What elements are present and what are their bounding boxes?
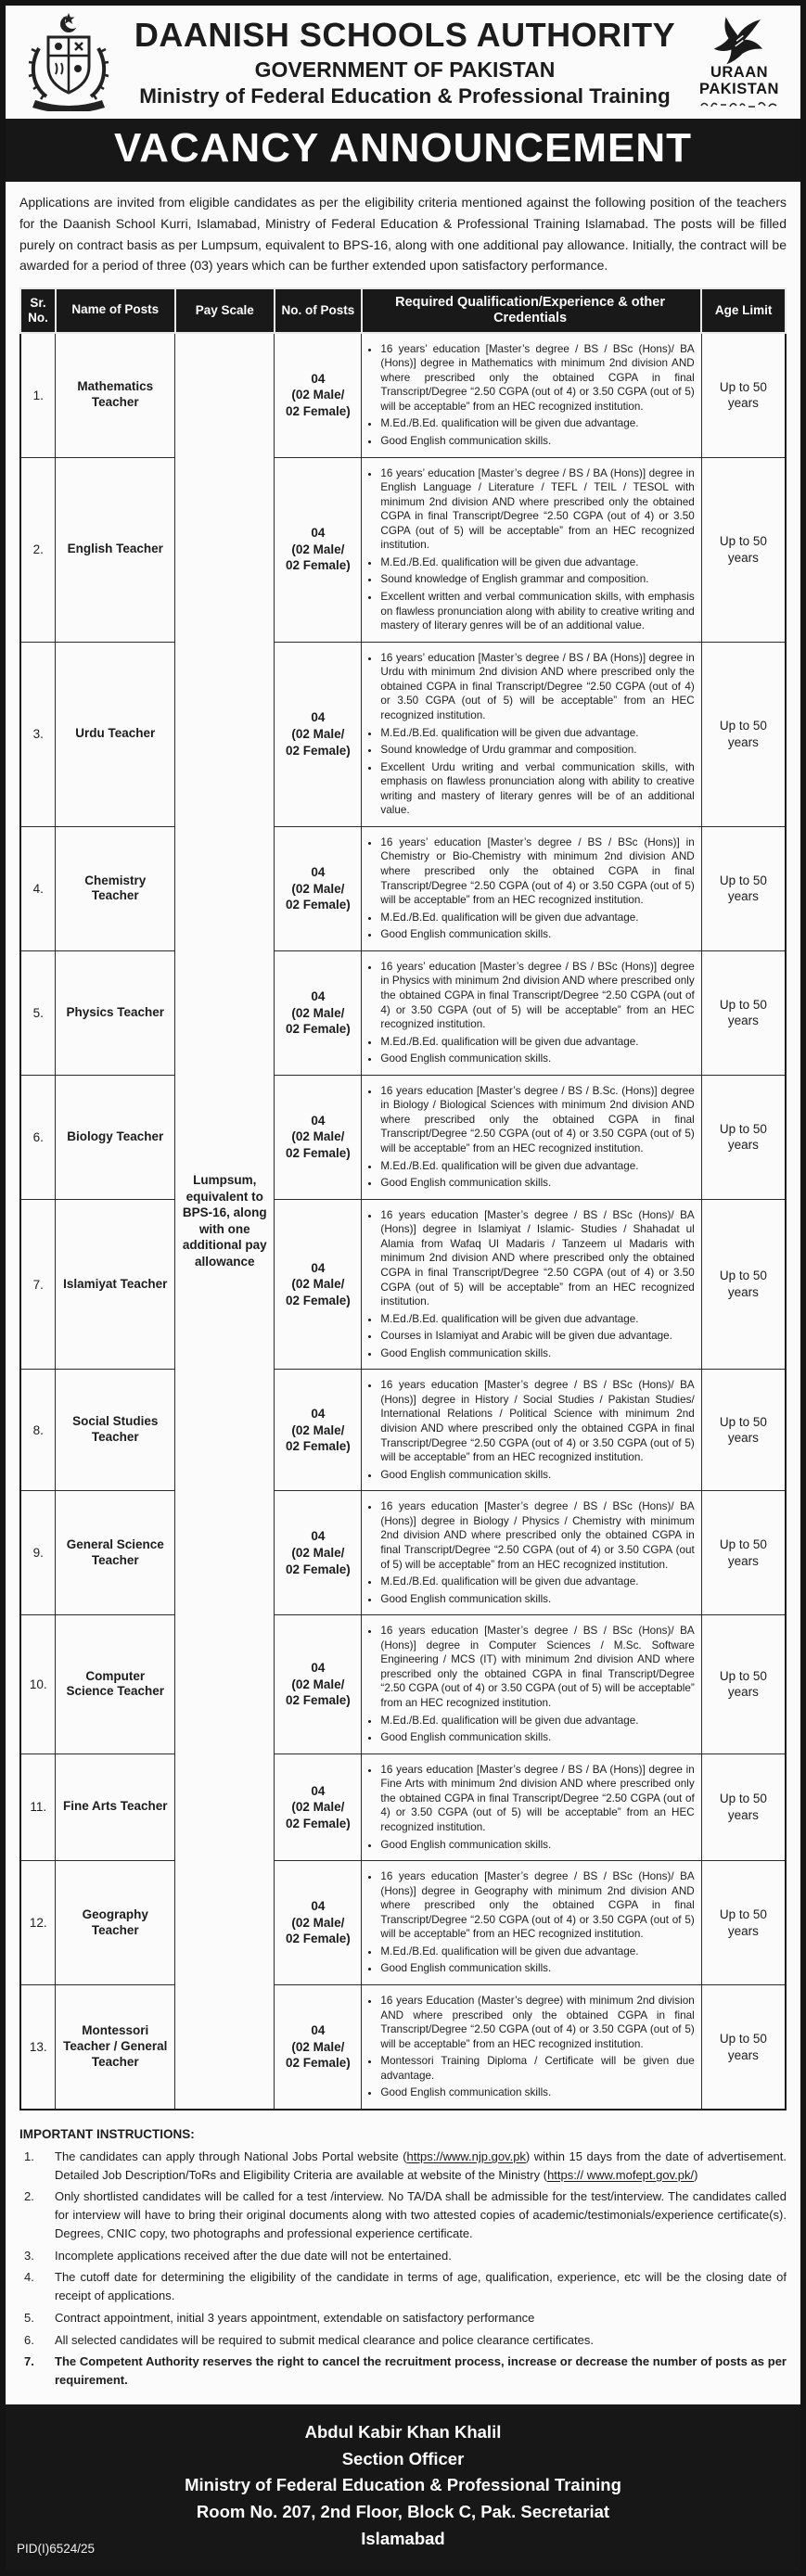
qualification-item: • Good English communication skills. xyxy=(380,1730,694,1745)
cell-no-of-posts xyxy=(275,1491,362,1615)
qualification-list xyxy=(365,651,694,818)
footer-contact-block xyxy=(6,2419,800,2552)
posts-line: 04 xyxy=(311,1406,326,1421)
footer-line: Ministry of Federal Education & Professional Training xyxy=(185,2475,621,2495)
posts-line: 02 Female) xyxy=(286,743,351,758)
posts-line: (02 Male/ xyxy=(291,542,345,556)
instruction-text: The Competent Authority reserves the right to cancel the recruitment process, increase or decrease the number of posts as per requirement. xyxy=(55,2354,787,2388)
instruction-item xyxy=(19,2148,787,2185)
table-row xyxy=(20,1861,786,1985)
cell-qualifications xyxy=(362,1615,701,1754)
instructions-heading: IMPORTANT INSTRUCTIONS: xyxy=(19,2126,195,2141)
cell-sr-no: 3. xyxy=(20,642,56,826)
pid-number: PID(I)6524/25 xyxy=(17,2542,96,2557)
posts-line: 04 xyxy=(311,1661,326,1676)
qualification-item: • Good English communication skills. xyxy=(380,1052,694,1066)
qualification-item: • Excellent Urdu writing and verbal communication skills, with emphasis on flawless pronunciation along with ability to creative writing and mastery of literary genres will be of an additional value. xyxy=(380,760,694,818)
instructions-list xyxy=(19,2148,787,2390)
cell-post-name: English Teacher xyxy=(56,457,175,642)
qualification-list xyxy=(365,1378,694,1482)
cell-sr-no: 4. xyxy=(20,826,56,950)
posts-line: 02 Female) xyxy=(286,1439,351,1454)
instruction-item xyxy=(19,2187,787,2242)
qualification-list xyxy=(365,1763,694,1852)
footer xyxy=(6,2404,800,2570)
cell-no-of-posts xyxy=(275,1753,362,1860)
table-row xyxy=(20,1199,786,1370)
posts-line: 04 xyxy=(311,988,326,1003)
cell-no-of-posts xyxy=(275,826,362,950)
qualification-item: • 16 years Education (Master’s degree) with minimum 2nd division AND where prescribed only the obtained CGPA in final Transcript/Degree “2.50 CGPA (out of 4) or 3.50 CGPA (out of 5) will be acceptable” from an HEC recognized institution. xyxy=(380,1994,694,2051)
qualification-list xyxy=(365,1499,694,1606)
cell-no-of-posts xyxy=(275,457,362,642)
qualification-item: • M.Ed./B.Ed. qualification will be given due advantage. xyxy=(380,1945,694,1959)
table-row xyxy=(20,1075,786,1199)
table-row xyxy=(20,1370,786,1491)
instruction-item xyxy=(19,2247,787,2265)
cell-post-name: Computer Science Teacher xyxy=(56,1615,175,1754)
header-name-of-posts: Name of Posts xyxy=(56,288,175,332)
cell-sr-no: 1. xyxy=(20,333,56,457)
cell-age-limit: Up to 50 years xyxy=(701,1370,786,1491)
uraan-pakistan-logo xyxy=(687,13,791,110)
cell-qualifications xyxy=(362,950,701,1075)
qualification-list xyxy=(365,342,694,449)
instruction-text: Incomplete applications received after the due date will not be entertained. xyxy=(55,2248,452,2263)
masthead-titles xyxy=(128,14,682,108)
qualification-list xyxy=(365,835,694,942)
cell-no-of-posts xyxy=(275,1075,362,1199)
cell-sr-no: 6. xyxy=(20,1075,56,1199)
header-age-limit: Age Limit xyxy=(701,288,786,332)
cell-sr-no: 13. xyxy=(20,1985,56,2110)
cell-qualifications xyxy=(362,1199,701,1370)
qualification-list xyxy=(365,1624,694,1745)
instruction-text: All selected candidates will be required to submit medical clearance and police clearance certificates. xyxy=(55,2332,594,2347)
vacancy-table-body xyxy=(20,333,786,2110)
cell-age-limit: Up to 50 years xyxy=(701,333,786,457)
cell-qualifications xyxy=(362,1861,701,1985)
cell-age-limit: Up to 50 years xyxy=(701,950,786,1075)
cell-age-limit: Up to 50 years xyxy=(701,1985,786,2110)
cell-sr-no: 10. xyxy=(20,1615,56,1754)
qualification-list xyxy=(365,960,694,1066)
qualification-item: • 16 years education [Master’s degree / BS / BA (Hons)] degree in Fine Arts with minimum 2nd division AND where prescribed only the obtained CGPA in final Transcript/Degree “2.50 CGPA (out of 4) or 3.50 CGPA (out of 5) will be acceptable” from an HEC recognized institution. xyxy=(380,1763,694,1835)
posts-line: (02 Male/ xyxy=(291,388,345,402)
posts-line: 02 Female) xyxy=(286,1293,351,1307)
instruction-number: 1. xyxy=(24,2149,34,2163)
qualification-item: • M.Ed./B.Ed. qualification will be given due advantage. xyxy=(380,416,694,431)
qualification-item: • M.Ed./B.Ed. qualification will be given due advantage. xyxy=(380,911,694,925)
qualification-item: • Good English communication skills. xyxy=(380,1838,694,1853)
qualification-item: • 16 years education [Master’s degree / BS / B.Sc. (Hons)] degree in Biology / Biological Sciences with minimum 2nd division AND where prescribed only the obtained CGPA in final Transcript/Degree “2.50 CGPA (out of 4) or 3.50 CGPA (out of 5) will be acceptable” from an HEC recognized institution. xyxy=(380,1084,694,1156)
instruction-text: The candidates can apply through National Jobs Portal website (https://www.njp.gov.pk) within 15 days from the date of advertisement. Detailed Job Description/ToRs and Eligibility Criteria are available at website of the Ministry (https:// www.mofept.gov.pk/) xyxy=(55,2149,787,2182)
posts-line: 02 Female) xyxy=(286,1562,351,1576)
vacancy-table-header xyxy=(20,288,786,332)
qualification-item: • M.Ed./B.Ed. qualification will be given due advantage. xyxy=(380,1035,694,1050)
posts-line: 02 Female) xyxy=(286,1146,351,1161)
qualification-item: • Sound knowledge of Urdu grammar and composition. xyxy=(380,743,694,758)
qualification-item: • Good English communication skills. xyxy=(380,1468,694,1483)
qualification-item: • 16 years education [Master’s degree / BS / BSc (Hons)/ BA (Hons)] degree in Islamiyat / Islamic- Studies / Shahadat ul Alamia from Wafaq Ul Madaris / Tanzeem ul Madaris with minimum 2nd division AND where prescribed only the obtained CGPA in final Transcript/Degree “2.50 CGPA (out of 4) or 3.50 CGPA (out of 5) will be acceptable” from an HEC recognized institution. xyxy=(380,1208,694,1309)
posts-line: (02 Male/ xyxy=(291,1800,345,1815)
table-row xyxy=(20,457,786,642)
posts-line: 04 xyxy=(311,1529,326,1544)
table-row xyxy=(20,1753,786,1860)
instruction-number: 2. xyxy=(24,2189,34,2204)
qualification-item: • Good English communication skills. xyxy=(380,927,694,942)
qualification-item: • Good English communication skills. xyxy=(380,1176,694,1191)
posts-line: (02 Male/ xyxy=(291,1545,345,1560)
cell-age-limit: Up to 50 years xyxy=(701,457,786,642)
qualification-item: • 16 years education [Master’s degree / BS / BSc (Hons)/ BA (Hons)] degree in Biology / Physics / Chemistry with minimum 2nd division AND where prescribed only the obtained CGPA in final Transcript/Degree “2.50 CGPA (out of 4) or 3.50 CGPA (out of 5) will be acceptable” from an HEC recognized institution. xyxy=(380,1499,694,1572)
cell-qualifications xyxy=(362,1985,701,2110)
cell-qualifications xyxy=(362,642,701,826)
cell-post-name: Islamiyat Teacher xyxy=(56,1199,175,1370)
star-and-crescent-emblem-icon xyxy=(22,11,115,111)
cell-sr-no: 7. xyxy=(20,1199,56,1370)
instruction-number: 6. xyxy=(24,2332,34,2347)
qualification-list xyxy=(365,1994,694,2100)
cell-qualifications xyxy=(362,1753,701,1860)
posts-line: (02 Male/ xyxy=(291,1422,345,1437)
instruction-number: 5. xyxy=(24,2310,34,2325)
cell-post-name: Urdu Teacher xyxy=(56,642,175,826)
posts-line: (02 Male/ xyxy=(291,881,345,896)
cell-age-limit: Up to 50 years xyxy=(701,1199,786,1370)
cell-post-name: Social Studies Teacher xyxy=(56,1370,175,1491)
instruction-item xyxy=(19,2268,787,2305)
qualification-item: • M.Ed./B.Ed. qualification will be given due advantage. xyxy=(380,555,694,570)
qualification-list xyxy=(365,1869,694,1976)
cell-qualifications xyxy=(362,1370,701,1491)
instruction-number: 3. xyxy=(24,2248,34,2263)
posts-line: 04 xyxy=(311,1783,326,1798)
uraan-urdu-tagline xyxy=(698,100,780,109)
cell-no-of-posts xyxy=(275,1615,362,1754)
instruction-item xyxy=(19,2309,787,2327)
posts-line: 04 xyxy=(311,526,326,541)
qualification-item: • 16 years education [Master’s degree / BS / BSc (Hons)/ BA (Hons)] degree in History / Social Studies / Pakistan Studies/ International Relations / Political Science with minimum 2nd division AND where prescribed only the obtained CGPA in final Transcript/Degree “2.50 CGPA (out of 4) or 3.50 CGPA (out of 5) will be acceptable” from an HEC recognized institution. xyxy=(380,1378,694,1464)
intro-paragraph: Applications are invited from eligible candidates as per the eligibility criteria mentioned against the following position of the teachers for the Daanish School Kurri, Islamabad, Ministry of Federal Education & Professional Training Islamabad. The posts will be filled purely on contract basis as per Lumpsum, equivalent to BPS-16, along with one additional pay allowance. Initially, the contract will be awarded for a period of three (03) years which can be further extended upon satisfactory performance. xyxy=(19,195,787,274)
table-row xyxy=(20,950,786,1075)
posts-line: 02 Female) xyxy=(286,2056,351,2071)
uraan-logo-line1: URAAN xyxy=(710,63,769,81)
qualification-item: • Montessori Training Diploma / Certificate will be given due advantage. xyxy=(380,2054,694,2083)
posts-line: 02 Female) xyxy=(286,403,351,418)
table-row xyxy=(20,642,786,826)
cell-no-of-posts xyxy=(275,642,362,826)
instruction-number: 4. xyxy=(24,2270,34,2285)
cell-qualifications xyxy=(362,333,701,457)
qualification-list xyxy=(365,466,694,633)
vacancy-announcement-banner: VACANCY ANNOUNCEMENT xyxy=(6,119,800,182)
posts-line: 04 xyxy=(311,1113,326,1128)
table-row xyxy=(20,333,786,457)
posts-line: 04 xyxy=(311,2023,326,2038)
cell-age-limit: Up to 50 years xyxy=(701,826,786,950)
qualification-item: • Good English communication skills. xyxy=(380,2085,694,2100)
footer-line: Room No. 207, 2nd Floor, Block C, Pak. Secretariat xyxy=(196,2501,610,2521)
header-no-of-posts: No. of Posts xyxy=(275,288,362,332)
posts-line: (02 Male/ xyxy=(291,1915,345,1930)
qualification-item: • M.Ed./B.Ed. qualification will be given due advantage. xyxy=(380,1714,694,1728)
qualification-item: • 16 years’ education [Master’s degree / BS / BSc (Hons)] degree in Physics with minimum 2nd division AND where prescribed only the obtained CGPA in final Transcript/Degree “2.50 CGPA (out of 4) or 3.50 CGPA (out of 5) will be acceptable” from an HEC recognized institution. xyxy=(380,960,694,1032)
qualification-item: • Courses in Islamiyat and Arabic will be given due advantage. xyxy=(380,1329,694,1344)
qualification-list xyxy=(365,1084,694,1191)
ministry-subtitle: Ministry of Federal Education & Professional Training xyxy=(139,84,671,108)
qualification-item: • Good English communication skills. xyxy=(380,1592,694,1607)
instruction-number: 7. xyxy=(24,2354,34,2369)
important-instructions xyxy=(19,2123,787,2393)
posts-line: (02 Male/ xyxy=(291,1277,345,1292)
instruction-text: Contract appointment, initial 3 years appointment, extendable on satisfactory performance xyxy=(55,2310,535,2325)
cell-sr-no: 2. xyxy=(20,457,56,642)
cell-age-limit: Up to 50 years xyxy=(701,642,786,826)
qualification-item: • Sound knowledge of English grammar and composition. xyxy=(380,572,694,587)
posts-line: (02 Male/ xyxy=(291,1129,345,1144)
posts-line: 04 xyxy=(311,1899,326,1914)
qualification-item: • Excellent written and verbal communication skills, with emphasis on flawless pronunciation along with ability to creative writing and mastery of literary genres will be of an additional value. xyxy=(380,590,694,633)
cell-age-limit: Up to 50 years xyxy=(701,1615,786,1754)
qualification-item: • 16 years’ education [Master’s degree / BS / BSc (Hons)] in Chemistry or Bio-Chemistry with minimum 2nd division AND where prescribed only the obtained CGPA in final Transcript/Degree “2.50 CGPA (out of 4) or 3.50 CGPA (out of 5) will be acceptable” from an HEC recognized institution. xyxy=(380,835,694,908)
cell-no-of-posts xyxy=(275,1370,362,1491)
qualification-list xyxy=(365,1208,694,1361)
cell-sr-no: 8. xyxy=(20,1370,56,1491)
posts-line: 02 Female) xyxy=(286,558,351,573)
posts-line: 02 Female) xyxy=(286,1816,351,1830)
instruction-text: The cutoff date for determining the eligibility of the candidate in terms of age, qualification, experience, etc will be the closing date of receipt of applications. xyxy=(55,2270,787,2303)
cell-sr-no: 11. xyxy=(20,1753,56,1860)
vacancy-table xyxy=(19,287,787,2111)
qualification-item: • M.Ed./B.Ed. qualification will be given due advantage. xyxy=(380,1159,694,1174)
posts-line: 02 Female) xyxy=(286,1932,351,1946)
cell-post-name: Biology Teacher xyxy=(56,1075,175,1199)
cell-pay-scale: Lumpsum, equivalent to BPS-16, along with one additional pay allowance xyxy=(175,333,275,2110)
footer-line: Section Officer xyxy=(341,2448,465,2468)
cell-qualifications xyxy=(362,1075,701,1199)
cell-no-of-posts xyxy=(275,1861,362,1985)
qualification-item: • M.Ed./B.Ed. qualification will be given due advantage. xyxy=(380,726,694,741)
cell-age-limit: Up to 50 years xyxy=(701,1491,786,1615)
cell-no-of-posts xyxy=(275,950,362,1075)
table-row xyxy=(20,1615,786,1754)
table-row xyxy=(20,1491,786,1615)
qualification-item: • M.Ed./B.Ed. qualification will be given due advantage. xyxy=(380,1312,694,1327)
uraan-bird-icon xyxy=(705,13,774,65)
header-qualification: Required Qualification/Experience & other Credentials xyxy=(362,288,701,332)
instruction-text: Only shortlisted candidates will be called for a test /interview. No TA/DA shall be admissible for the test/interview. The candidates called for interview will have to bring their original documents along with two attested copies of academic/testimonials/experience certificate(s). Degrees, CNIC copy, two photographs and professional experience certificate. xyxy=(55,2189,787,2240)
qualification-item: • M.Ed./B.Ed. qualification will be given due advantage. xyxy=(380,1575,694,1589)
posts-line: 02 Female) xyxy=(286,898,351,912)
posts-line: 04 xyxy=(311,1260,326,1275)
uraan-logo-line2: PAKISTAN xyxy=(699,80,779,97)
cell-sr-no: 5. xyxy=(20,950,56,1075)
cell-no-of-posts xyxy=(275,1985,362,2110)
posts-line: (02 Male/ xyxy=(291,1677,345,1691)
instruction-item xyxy=(19,2331,787,2350)
pakistan-state-emblem xyxy=(15,11,122,111)
posts-line: (02 Male/ xyxy=(291,2039,345,2054)
qualification-item: • 16 years education [Master’s degree / BS / BSc (Hons)/ BA (Hons)] degree in Computer Sciences / M.Sc. Software Engineering / MCS (IT) with minimum 2nd division AND where prescribed only the obtained CGPA in final Transcript/Degree “2.50 CGPA (out of 4) or 3.50 CGPA (out of 5) will be acceptable” from an HEC recognized institution. xyxy=(380,1624,694,1710)
posts-line: 04 xyxy=(311,710,326,725)
cell-age-limit: Up to 50 years xyxy=(701,1861,786,1985)
cell-no-of-posts xyxy=(275,1199,362,1370)
qualification-item: • 16 years’ education [Master’s degree / BS / BSc (Hons)/ BA (Hons)] degree in Mathematics with minimum 2nd division AND where prescribed only the obtained CGPA in final Transcript/Degree “2.50 CGPA (out of 4) or 3.50 CGPA (out of 5) will be acceptable” from an HEC recognized institution. xyxy=(380,342,694,414)
qualification-item: • 16 years’ education [Master’s degree / BS / BA (Hons)] degree in English Language / Literature / TEFL / TEIL / TESOL with minimum 2nd division AND where prescribed only the obtained CGPA in final Transcript/Degree “2.50 CGPA (out of 4) or 3.50 CGPA (out of 5) will be acceptable” from an HEC recognized institution. xyxy=(380,466,694,553)
qualification-item: • Good English communication skills. xyxy=(380,1346,694,1361)
table-row xyxy=(20,826,786,950)
government-subtitle: GOVERNMENT OF PAKISTAN xyxy=(254,57,556,82)
masthead xyxy=(6,6,800,119)
posts-line: 02 Female) xyxy=(286,1693,351,1708)
cell-post-name: Fine Arts Teacher xyxy=(56,1753,175,1860)
footer-line: Islamabad xyxy=(361,2528,445,2548)
cell-age-limit: Up to 50 years xyxy=(701,1075,786,1199)
qualification-item: • Good English communication skills. xyxy=(380,434,694,449)
qualification-item: • 16 years’ education [Master’s degree / BS / BA (Hons)] degree in Urdu with minimum 2nd division AND where prescribed only the obtained CGPA in final Transcript/Degree “2.50 CGPA (out of 4) or 3.50 CGPA (out of 5) will be acceptable” from an HEC recognized institution. xyxy=(380,651,694,723)
cell-qualifications xyxy=(362,826,701,950)
cell-no-of-posts xyxy=(275,333,362,457)
qualification-item: • Good English communication skills. xyxy=(380,1961,694,1976)
cell-sr-no: 9. xyxy=(20,1491,56,1615)
qualification-item: • 16 years education [Master’s degree / BS / BSc (Hons)/ BA (Hons)] degree in Geography with minimum 2nd division AND where prescribed only the obtained CGPA in final Transcript/Degree “2.50 CGPA (out of 4) or 3.50 CGPA (out of 5) will be acceptable” from an HEC recognized institution. xyxy=(380,1869,694,1942)
header-sr-no: Sr. No. xyxy=(20,288,56,332)
cell-post-name: General Science Teacher xyxy=(56,1491,175,1615)
cell-post-name: Geography Teacher xyxy=(56,1861,175,1985)
posts-line: 04 xyxy=(311,371,326,386)
posts-line: 04 xyxy=(311,865,326,880)
posts-line: (02 Male/ xyxy=(291,727,345,742)
cell-post-name: Physics Teacher xyxy=(56,950,175,1075)
cell-age-limit: Up to 50 years xyxy=(701,1753,786,1860)
instruction-item xyxy=(19,2353,787,2390)
cell-qualifications xyxy=(362,1491,701,1615)
header-pay-scale: Pay Scale xyxy=(175,288,275,332)
cell-post-name: Montessori Teacher / General Teacher xyxy=(56,1985,175,2110)
cell-post-name: Chemistry Teacher xyxy=(56,826,175,950)
table-row xyxy=(20,1985,786,2110)
posts-line: (02 Male/ xyxy=(291,1005,345,1020)
posts-line: 02 Female) xyxy=(286,1022,351,1037)
footer-line: Abdul Kabir Khan Khalil xyxy=(304,2421,502,2442)
cell-sr-no: 12. xyxy=(20,1861,56,1985)
cell-post-name: Mathematics Teacher xyxy=(56,333,175,457)
authority-title: DAANISH SCHOOLS AUTHORITY xyxy=(134,16,676,54)
cell-qualifications xyxy=(362,457,701,642)
